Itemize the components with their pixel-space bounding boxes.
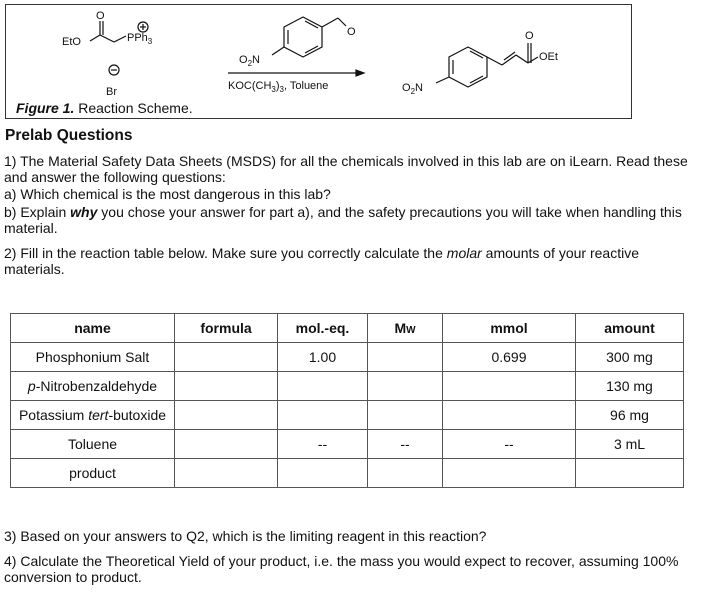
- reaction-table: [10, 313, 684, 488]
- cell-name: product: [11, 459, 175, 488]
- table-row: [11, 430, 684, 459]
- oet-label: OEt: [539, 51, 558, 63]
- header-mmol: mmol: [443, 314, 576, 343]
- question-1a: a) Which chemical is the most dangerous in this lab?: [4, 186, 331, 202]
- question-2: 2) Fill in the reaction table below. Make sure you correctly calculate the molar amounts of your reactive materials.: [4, 245, 639, 277]
- cell-name: p-Nitrobenzaldehyde: [11, 372, 175, 401]
- cell-mmol: 0.699: [443, 343, 576, 372]
- eto-label: EtO: [62, 36, 81, 48]
- cell-formula[interactable]: [175, 343, 278, 372]
- cell-mmol[interactable]: [443, 401, 576, 430]
- cell-mw[interactable]: [368, 401, 443, 430]
- question-1-intro: 1) The Material Safety Data Sheets (MSDS) for all the chemicals involved in this lab are on iLearn. Read these and answer the following questions:: [4, 153, 688, 185]
- aldehyde-o-label: O: [347, 26, 356, 38]
- table-row: [11, 401, 684, 430]
- header-name: name: [11, 314, 175, 343]
- reaction-scheme: [5, 4, 632, 119]
- question-3: 3) Based on your answers to Q2, which is the limiting reagent in this reaction?: [4, 528, 487, 544]
- cell-mw[interactable]: [368, 343, 443, 372]
- pph3-label: PPh$_3$: [127, 32, 153, 46]
- cell-mw[interactable]: [368, 459, 443, 488]
- cell-mw[interactable]: [368, 372, 443, 401]
- nitrobenzaldehyde-structure: [272, 17, 346, 57]
- cell-mol-eq[interactable]: [278, 372, 368, 401]
- cell-mmol: --: [443, 430, 576, 459]
- cell-amount: 96 mg: [576, 401, 684, 430]
- cell-amount: 130 mg: [576, 372, 684, 401]
- phosphonium-salt-structure: [90, 21, 148, 75]
- question-1b: b) Explain why you chose your answer for part a), and the safety precautions you will take when handling this material.: [4, 204, 682, 236]
- bromide-label: Br: [106, 86, 117, 98]
- conditions-label: $KOC(CH_3)_3$, Toluene: [228, 80, 329, 94]
- cell-formula[interactable]: [175, 372, 278, 401]
- cell-mol-eq: 1.00: [278, 343, 368, 372]
- header-mw: MW: [368, 314, 443, 343]
- carbonyl-o-label: O: [96, 10, 105, 22]
- table-row: [11, 372, 684, 401]
- table-header-row: [11, 314, 684, 343]
- cell-mol-eq[interactable]: [278, 459, 368, 488]
- cell-name: Toluene: [11, 430, 175, 459]
- cell-mol-eq[interactable]: [278, 401, 368, 430]
- cell-mmol[interactable]: [443, 372, 576, 401]
- header-formula: formula: [175, 314, 278, 343]
- question-4: 4) Calculate the Theoretical Yield of your product, i.e. the mass you would expect to recover, assuming 100% conversion to product.: [4, 553, 679, 585]
- cell-mmol[interactable]: [443, 459, 576, 488]
- cell-formula[interactable]: [175, 430, 278, 459]
- header-amount: amount: [576, 314, 684, 343]
- header-mol-eq: mol.-eq.: [278, 314, 368, 343]
- cell-amount: 300 mg: [576, 343, 684, 372]
- cell-name: Potassium tert-butoxide: [11, 401, 175, 430]
- cell-amount: 3 mL: [576, 430, 684, 459]
- prelab-heading: Prelab Questions: [5, 127, 133, 144]
- cell-mw: --: [368, 430, 443, 459]
- cell-formula[interactable]: [175, 401, 278, 430]
- table-row: [11, 459, 684, 488]
- figure-caption: Figure 1. Reaction Scheme.: [16, 100, 193, 116]
- reaction-arrow: [228, 70, 364, 76]
- table-row: [11, 343, 684, 372]
- o2n-label-product: $O_2N$: [402, 82, 423, 96]
- o2n-label-reagent: $O_2N$: [239, 54, 260, 68]
- product-carbonyl-o-label: O: [525, 30, 534, 42]
- cell-amount[interactable]: [576, 459, 684, 488]
- cell-name: Phosphonium Salt: [11, 343, 175, 372]
- product-structure: [436, 43, 538, 87]
- cell-formula[interactable]: [175, 459, 278, 488]
- cell-mol-eq: --: [278, 430, 368, 459]
